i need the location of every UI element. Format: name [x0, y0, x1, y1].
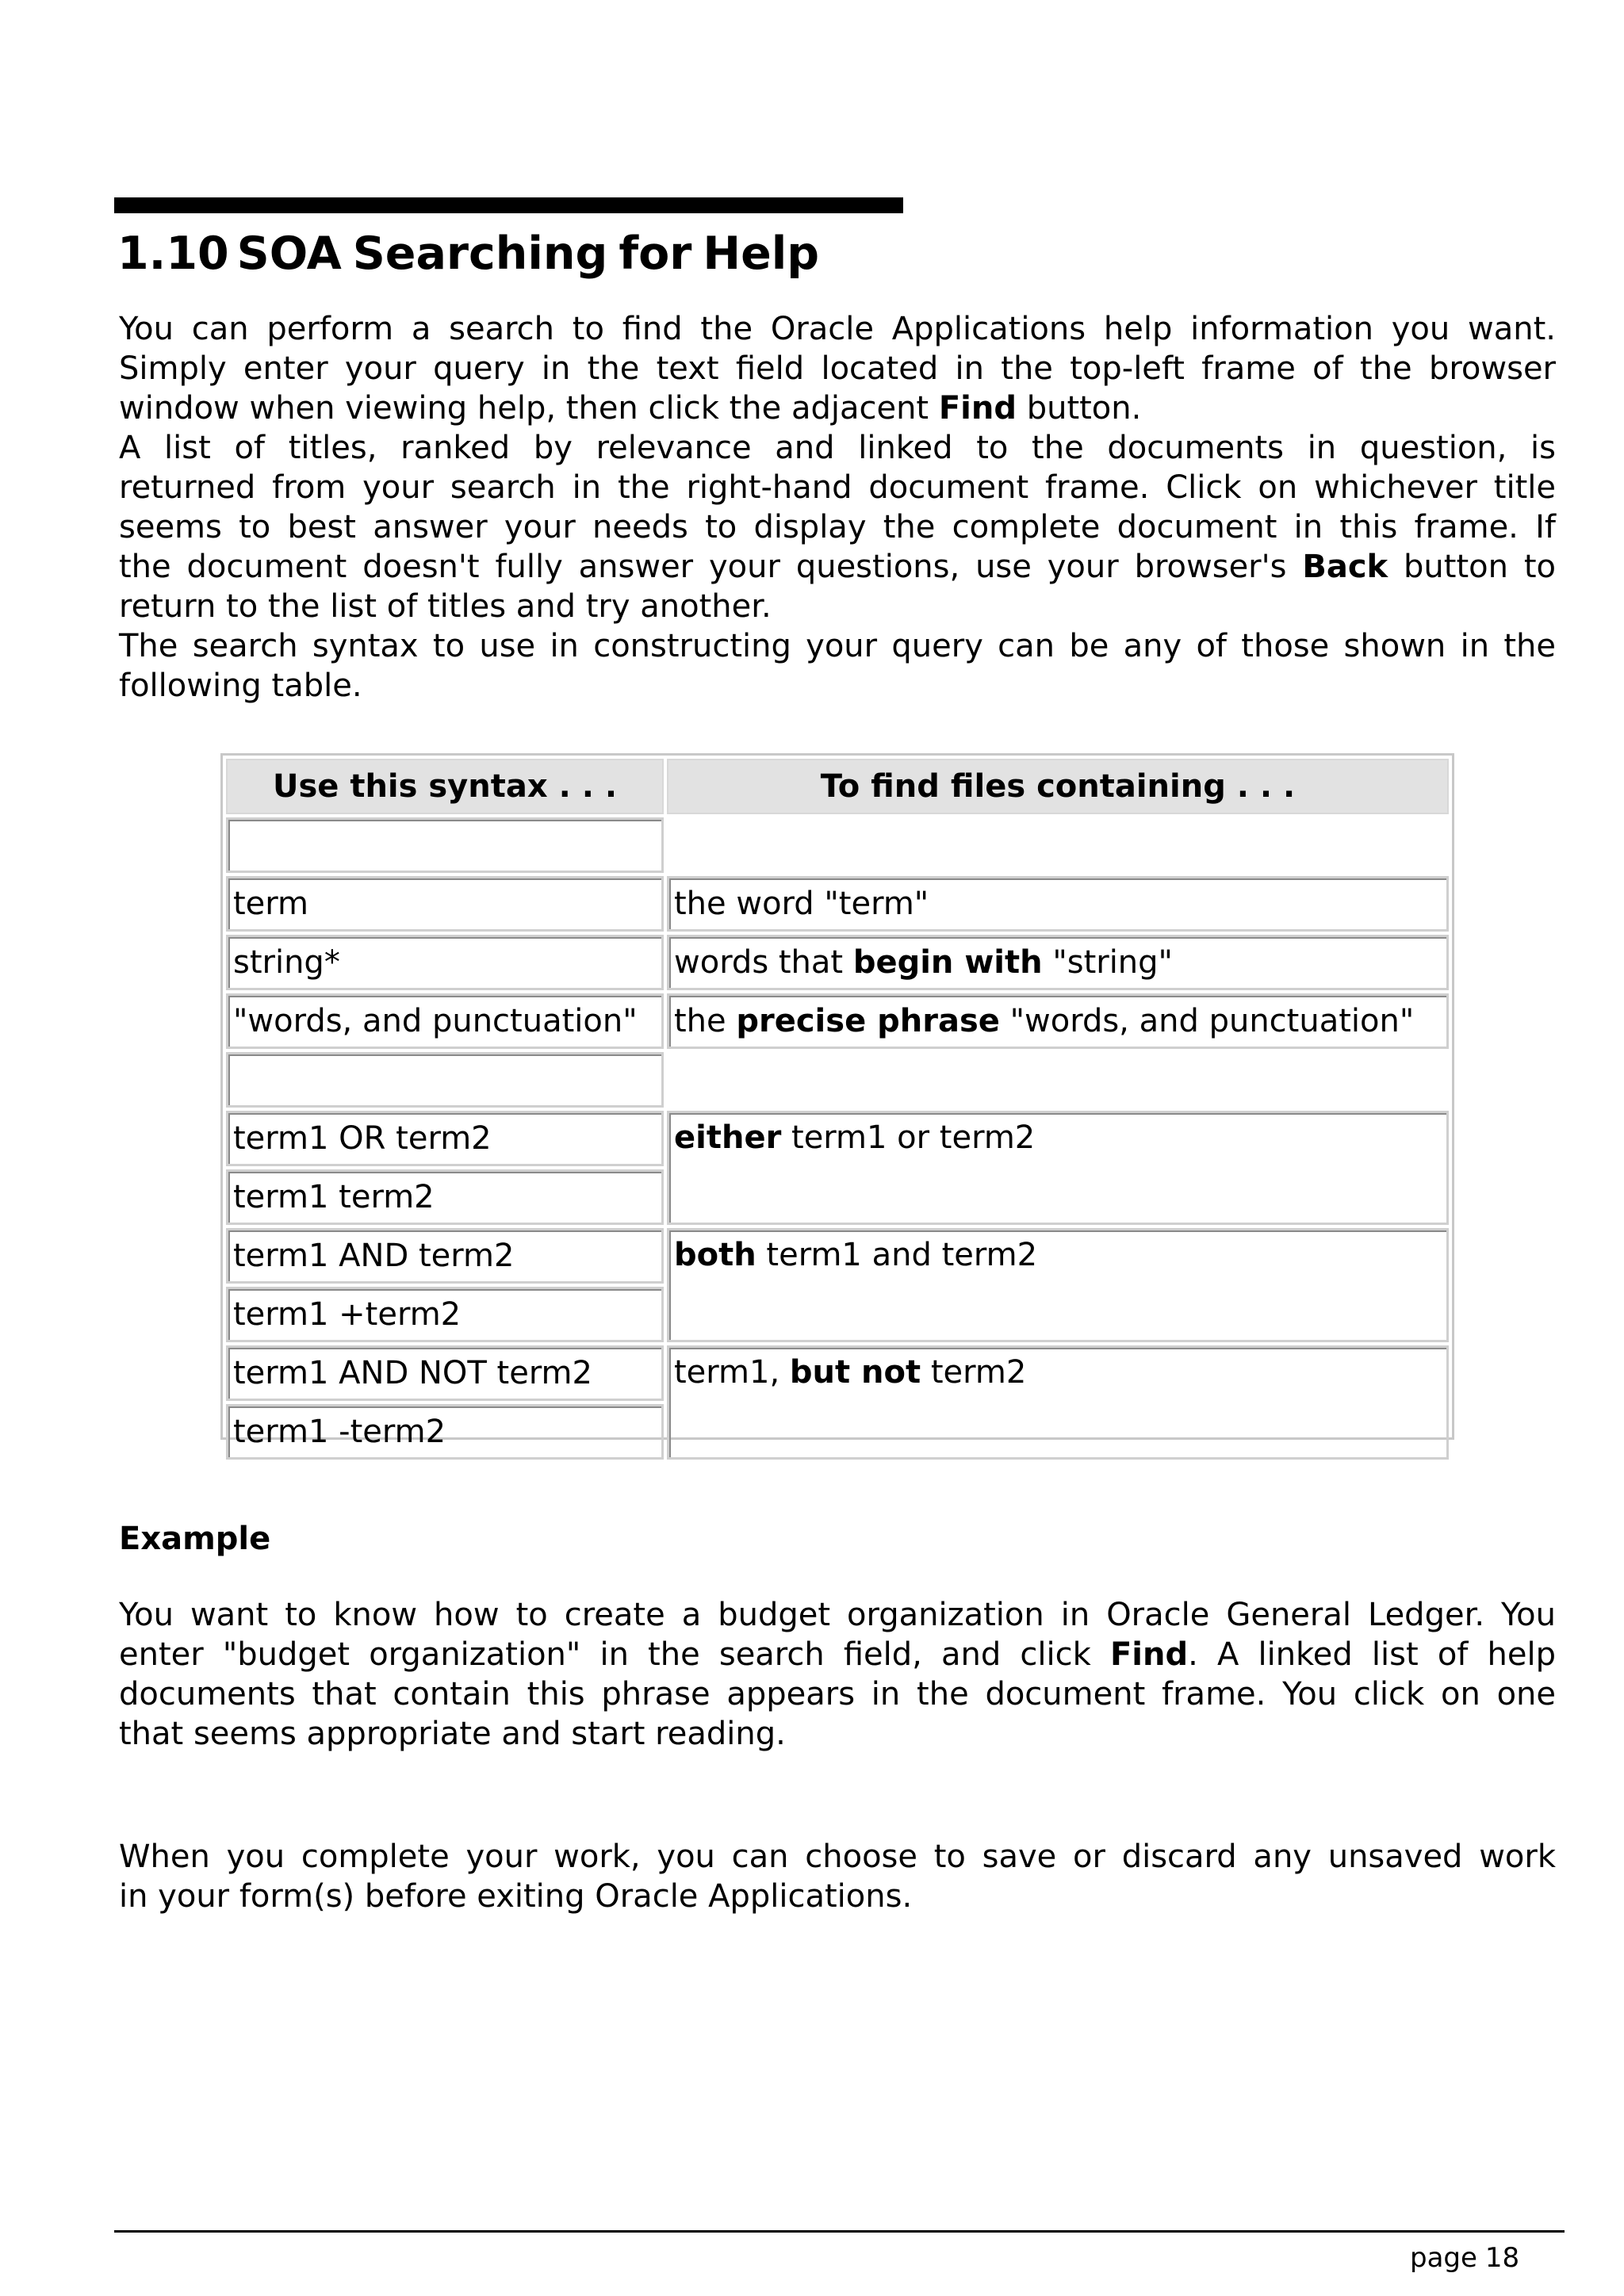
example-line: You want to know how to create a budget organization in Oracle General Ledger. You — [119, 1597, 1556, 1633]
section-title-word: for — [619, 228, 692, 280]
description-text: "string" — [1042, 944, 1173, 981]
intro-p1-line: Simply enter your query in the text field located in the top-left frame of the browser — [119, 350, 1556, 387]
closing-text — [119, 1837, 1556, 1916]
empty-cell — [226, 1052, 664, 1108]
description-text: the — [674, 1003, 737, 1039]
section-heading — [117, 224, 819, 284]
section-top-rule — [114, 197, 903, 213]
syntax-cell: term1 -term2 — [226, 1404, 664, 1460]
back-button-reference: Back — [1302, 549, 1388, 585]
intro-p2-text: button to — [1388, 549, 1556, 585]
footer-rule — [114, 2230, 1565, 2233]
syntax-cell: "words, and punctuation" — [226, 993, 664, 1049]
section-number: 1.10 — [117, 228, 229, 280]
example-text-run: . A linked list of help — [1188, 1636, 1556, 1673]
closing-line: When you complete your work, you can choose to save or discard any unsaved work — [119, 1839, 1556, 1875]
syntax-cell: term1 +term2 — [226, 1287, 664, 1342]
header-use-this-syntax: Use this syntax . . . — [226, 759, 664, 814]
find-button-reference: Find — [1109, 1636, 1189, 1673]
example-text-run: enter "budget organization" in the search field, and click — [119, 1636, 1110, 1673]
syntax-cell: term1 OR term2 — [226, 1111, 664, 1166]
description-text: term1 or term2 — [781, 1119, 1036, 1156]
page-number — [1410, 2241, 1527, 2275]
empty-cell — [226, 817, 664, 873]
description-cell — [667, 935, 1449, 990]
syntax-cell: term1 AND term2 — [226, 1228, 664, 1284]
description-emphasis: begin with — [852, 944, 1043, 981]
syntax-cell: term — [226, 876, 664, 932]
example-text — [119, 1595, 1556, 1754]
intro-p1-line: You can perform a search to find the Oracle Applications help information you want. — [119, 311, 1556, 347]
description-cell — [667, 993, 1449, 1049]
description-text: term1, — [674, 1354, 790, 1391]
intro-p2-line: return to the list of titles and try another. — [119, 588, 772, 625]
description-emphasis: either — [674, 1119, 782, 1156]
table-row — [226, 876, 1449, 932]
table-spacer-row — [226, 1052, 1449, 1108]
syntax-cell: term1 AND NOT term2 — [226, 1345, 664, 1401]
section-title-word: Searching — [352, 228, 608, 280]
section-title-word: SOA — [236, 228, 342, 280]
example-line — [119, 1635, 1556, 1674]
empty-cell — [667, 1052, 1449, 1108]
intro-p1-text: window when viewing help, then click the adjacent — [119, 390, 939, 427]
description-text: words that — [674, 944, 853, 981]
search-syntax-table — [220, 753, 1454, 1450]
example-heading: Example — [119, 1521, 271, 1557]
intro-p3-line: following table. — [119, 668, 362, 704]
section-title-word: Help — [703, 228, 820, 280]
intro-p2-text: the document doesn't fully answer your questions, use your browser's — [119, 549, 1303, 585]
table-row — [226, 1345, 1449, 1401]
syntax-cell: term1 term2 — [226, 1169, 664, 1225]
intro-p2-line: seems to best answer your needs to display the complete document in this frame. If — [119, 509, 1556, 545]
table-row — [226, 1111, 1449, 1166]
closing-line: in your form(s) before exiting Oracle Applications. — [119, 1878, 913, 1915]
description-cell: the word "term" — [667, 876, 1449, 932]
empty-cell — [667, 817, 1449, 873]
intro-p3-line: The search syntax to use in constructing your query can be any of those shown in the — [119, 628, 1556, 664]
table-spacer-row — [226, 817, 1449, 873]
intro-p2-line: A list of titles, ranked by relevance and linked to the documents in question, is — [119, 430, 1556, 466]
table-header-row — [226, 759, 1449, 814]
syntax-cell: string* — [226, 935, 664, 990]
intro-p1-text: button. — [1016, 390, 1142, 427]
description-cell — [667, 1111, 1449, 1225]
intro-p1-line — [119, 388, 1556, 428]
description-emphasis: both — [674, 1237, 756, 1273]
description-emphasis: precise phrase — [736, 1003, 1000, 1039]
header-to-find-files: To find files containing . . . — [667, 759, 1449, 814]
description-cell — [667, 1228, 1449, 1342]
page-label: page — [1410, 2242, 1477, 2274]
description-emphasis: but not — [789, 1354, 921, 1391]
page-number-value: 18 — [1484, 2242, 1520, 2274]
intro-p2-line: returned from your search in the right-hand document frame. Click on whichever title — [119, 469, 1556, 506]
example-line: documents that contain this phrase appears in the document frame. You click on one — [119, 1676, 1556, 1712]
table-row — [226, 1228, 1449, 1284]
table-row — [226, 935, 1449, 990]
description-text: term2 — [921, 1354, 1027, 1391]
example-line: that seems appropriate and start reading. — [119, 1716, 786, 1752]
intro-p2-line — [119, 547, 1556, 587]
description-text: term1 and term2 — [756, 1237, 1038, 1273]
table-row — [226, 993, 1449, 1049]
description-cell — [667, 1345, 1449, 1460]
intro-text — [119, 309, 1556, 706]
description-text: "words, and punctuation" — [999, 1003, 1415, 1039]
find-button-reference: Find — [938, 390, 1017, 427]
syntax-table-grid — [223, 756, 1452, 1463]
